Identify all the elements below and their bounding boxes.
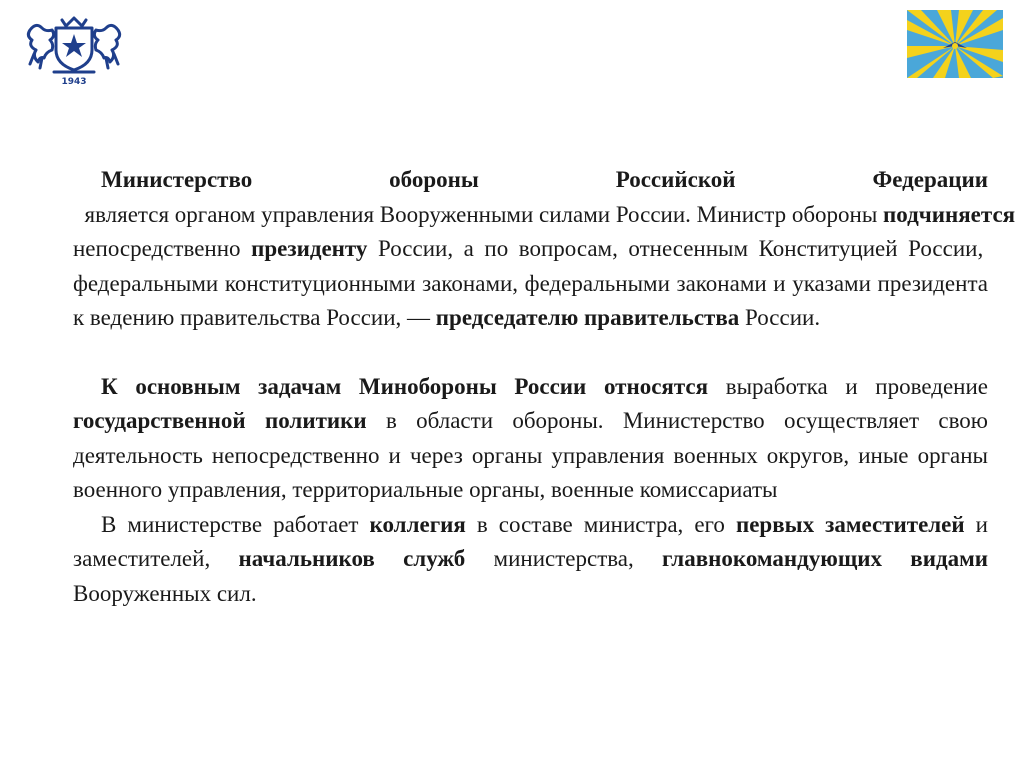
logo-year: 1943 (61, 77, 87, 87)
text-segment: выработка и проведение (708, 373, 988, 399)
text-segment: является органом управления Вооруженными силами России. Министр обороны (73, 201, 884, 227)
text-segment: В министерстве работает (101, 511, 370, 537)
text-segment: министерства, (465, 546, 663, 571)
paragraph-gap (73, 336, 988, 370)
text-segment: коллегия (369, 511, 466, 537)
text-segment: России, а по вопросам, отнесенным Конституцией России, федеральными конституционными законами, федеральными законами и указами президента к ведению правительства России, — (73, 236, 988, 330)
paragraph-1 (73, 163, 1016, 336)
emblem-icon (24, 14, 124, 88)
text-segment: и заместителей, (73, 511, 988, 571)
text-segment: председателю правительства (435, 305, 740, 330)
paragraph-2 (73, 370, 988, 508)
main-text (73, 163, 1016, 611)
text-segment: К основным задачам Минобороны России относятся (101, 373, 709, 399)
text-segment: непосредственно (73, 236, 252, 261)
text-segment: президенту (251, 236, 368, 261)
text-segment: первых заместителей (735, 511, 965, 537)
air-force-flag (907, 10, 1003, 78)
text-segment: государственной политики (73, 408, 367, 433)
air-force-flag-icon (907, 10, 1003, 78)
text-segment: Вооруженных сил. (73, 580, 257, 606)
university-logo (24, 14, 124, 88)
text-segment: начальников служб (238, 546, 466, 571)
text-segment: главнокомандующих видами (662, 546, 988, 571)
text-segment: подчиняется (883, 201, 1016, 227)
text-segment: в области обороны. Министерство осуществляет свою деятельность непосредственно и через органы управления военных округов, иные органы военного управления, территориальные органы, военные комиссариаты (73, 408, 988, 502)
text-segment: Министерство обороны Российской Федерации (101, 167, 988, 192)
text-segment: России. (739, 305, 821, 330)
paragraph-3 (73, 508, 988, 612)
text-segment: в составе министра, его (465, 511, 736, 537)
